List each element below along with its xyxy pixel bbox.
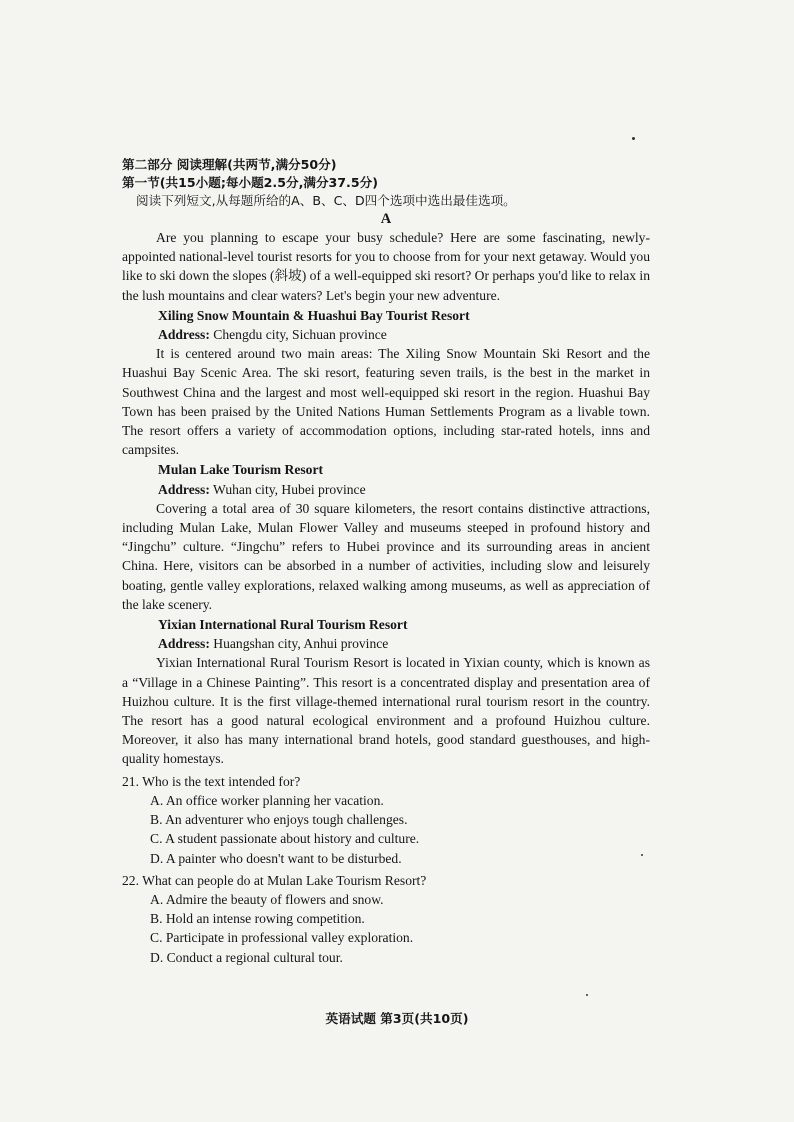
resort-address (122, 634, 650, 653)
option-a[interactable]: A. An office worker planning her vacation. (150, 792, 384, 808)
address-value: Wuhan city, Hubei province (209, 481, 366, 497)
resort-description: Yixian International Rural Tourism Resort is located in Yixian county, which is known as a “Village in a Chinese Painting”. This resort is a concentrated display and presentation area of Huizhou culture. It is the first village-themed international rural tourism resort in the country. The resort has a good natural ecological environment and a profound Huizhou culture. Moreover, it also has many international brand hotels, good standard guesthouses, and high-quality homestays. (122, 655, 650, 767)
passage-letter: A (380, 211, 392, 227)
page-footer: 英语试题 第3页(共10页) (325, 1011, 469, 1026)
part-heading: 第二部分 阅读理解(共两节,满分50分) (122, 157, 337, 172)
question-stem: 21. Who is the text intended for? (122, 773, 301, 789)
address-label: Address: (158, 481, 210, 497)
resort-title: Yixian International Rural Tourism Resort (158, 617, 408, 633)
option-d[interactable]: D. Conduct a regional cultural tour. (150, 949, 343, 965)
question-21 (122, 772, 650, 868)
exam-content (122, 156, 650, 967)
address-label: Address: (158, 636, 210, 652)
option-d[interactable]: D. A painter who doesn't want to be disturbed. (150, 850, 402, 866)
question-22 (122, 871, 650, 967)
scan-speck (586, 994, 588, 996)
scan-speck (632, 137, 635, 140)
resort-block-mulan (122, 460, 650, 614)
resort-block-xiling (122, 306, 650, 460)
resort-address (122, 325, 650, 344)
resort-description: Covering a total area of 30 square kilometers, the resort contains distinctive attractions, including Mulan Lake, Mulan Flower Valley and museums steeped in profound history and “Jingchu” culture. “Jingchu” refers to Hubei province and its surrounding areas in ancient China. Here, visitors can be absorbed in a number of activities, including slow and leisurely boating, gentle valley explorations, relaxed walking among museums, as well as appreciation of the lake scenery. (122, 500, 650, 612)
resort-title: Mulan Lake Tourism Resort (158, 462, 324, 478)
address-label: Address: (158, 327, 210, 343)
option-b[interactable]: B. An adventurer who enjoys tough challenges. (150, 812, 408, 828)
address-value: Huangshan city, Anhui province (209, 636, 389, 652)
option-a[interactable]: A. Admire the beauty of flowers and snow. (150, 891, 384, 907)
resort-address (122, 480, 650, 499)
resort-description: It is centered around two main areas: The Xiling Snow Mountain Ski Resort and the Huashui Bay Scenic Area. The ski resort, featuring seven trails, is the best in the market in Southwest China and the largest and most well-equipped ski resort in the region. Huashui Bay Town has been praised by the United Nations Human Settlements Program as a livable town. The resort offers a variety of accommodation options, including star-rated hotels, inns and campsites. (122, 346, 650, 458)
instruction: 阅读下列短文,从每题所给的A、B、C、D四个选项中选出最佳选项。 (136, 193, 516, 208)
address-value: Chengdu city, Sichuan province (209, 327, 387, 343)
option-b[interactable]: B. Hold an intense rowing competition. (150, 911, 365, 927)
resort-title: Xiling Snow Mountain & Huashui Bay Tourist Resort (158, 307, 470, 323)
option-c[interactable]: C. Participate in professional valley exploration. (150, 930, 414, 946)
question-stem: 22. What can people do at Mulan Lake Tourism Resort? (122, 872, 427, 888)
passage-intro: Are you planning to escape your busy schedule? Here are some fascinating, newly-appointed national-level tourist resorts for you to choose from for your next getaway. Would you like to ski down the slopes (斜坡) of a well-equipped ski resort? Or perhaps you'd like to relax in the lush mountains and clear waters? Let's begin your new adventure. (122, 230, 650, 303)
resort-block-yixian (122, 615, 650, 769)
section-heading: 第一节(共15小题;每小题2.5分,满分37.5分) (122, 175, 378, 190)
option-c[interactable]: C. A student passionate about history and culture. (150, 831, 420, 847)
